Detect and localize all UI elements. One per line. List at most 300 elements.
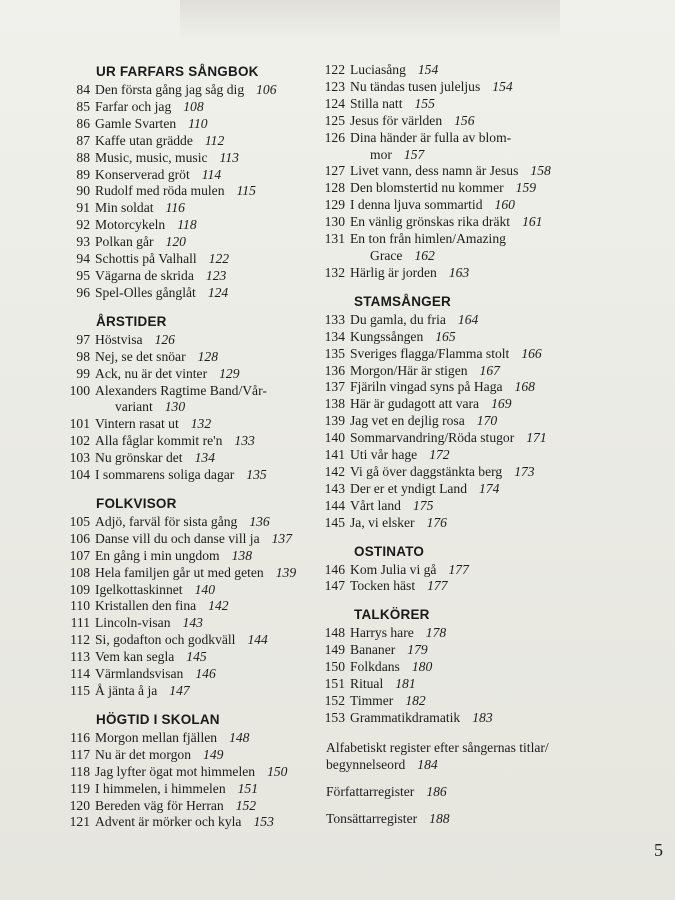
- toc-section: [310, 544, 610, 596]
- title-line: Vintern rasat ut 132: [95, 416, 212, 432]
- title-line: Der er et yndigt Land 174: [350, 480, 500, 496]
- song-title: [350, 676, 610, 693]
- song-number: 94: [76, 251, 90, 267]
- song-title: [350, 363, 610, 380]
- toc-section: [310, 607, 610, 726]
- page-ref: 181: [395, 676, 416, 692]
- song-number: 117: [70, 746, 90, 762]
- song-number: 116: [70, 729, 90, 745]
- page-ref: 163: [448, 264, 470, 280]
- toc-entry: [310, 379, 610, 396]
- title-line: Igelkottaskinnet 140: [95, 581, 215, 597]
- song-number: 128: [324, 180, 345, 196]
- title-line: I sommarens soliga dagar 135: [95, 467, 267, 483]
- toc-entry: [40, 598, 310, 615]
- page-ref: 182: [405, 693, 426, 708]
- song-number: 104: [69, 467, 90, 483]
- song-number: 107: [69, 547, 90, 563]
- title-line: Lincoln-visan 143: [95, 615, 203, 631]
- song-number: 122: [324, 62, 345, 77]
- song-number: 134: [324, 328, 345, 344]
- left-column: [40, 62, 310, 843]
- title-line: En vänlig grönskas rika dräkt 161: [350, 214, 543, 230]
- song-number: 123: [324, 78, 345, 94]
- page-ref: 151: [237, 780, 259, 796]
- title-line: Värmlandsvisan 146: [95, 666, 216, 682]
- toc-entry: [40, 234, 310, 251]
- page-ref: 157: [403, 146, 425, 162]
- song-title: [95, 781, 310, 798]
- song-number: 126: [324, 129, 345, 145]
- song-number: 135: [324, 345, 345, 361]
- song-number: 87: [76, 132, 90, 148]
- song-number: 142: [324, 463, 345, 479]
- song-number: 120: [69, 797, 90, 813]
- song-title: [95, 150, 310, 167]
- song-number: 129: [324, 197, 345, 213]
- song-title: [95, 615, 310, 632]
- title-line: Dina händer är fulla av blom-: [350, 129, 512, 145]
- page-ref: 110: [188, 115, 208, 131]
- toc-entry: [310, 231, 610, 265]
- song-title: [350, 163, 610, 180]
- title-line: Nu tändas tusen juleljus 154: [350, 78, 513, 94]
- page-ref: 148: [229, 729, 250, 745]
- page-ref: 179: [407, 642, 428, 658]
- song-number: 108: [69, 564, 90, 580]
- toc-entry: [310, 214, 610, 231]
- song-title: [95, 683, 310, 700]
- title-line: Den första gång jag såg dig 106: [95, 82, 277, 97]
- title-line: Music, music, music 113: [95, 149, 239, 165]
- page-ref: 149: [203, 746, 224, 762]
- toc-entry: [40, 450, 310, 467]
- song-number: 125: [324, 112, 345, 128]
- song-number: 88: [76, 149, 90, 165]
- page-ref: 126: [154, 331, 175, 347]
- page-ref: 120: [165, 234, 186, 250]
- page-ref: 167: [479, 362, 500, 378]
- section-heading: ÅRSTIDER: [96, 313, 167, 329]
- toc-entry: [40, 798, 310, 815]
- toc-entry: [310, 481, 610, 498]
- song-title: [95, 531, 310, 548]
- title-line: Grammatikdramatik 183: [350, 709, 493, 725]
- page-ref: 175: [412, 497, 434, 513]
- title-line: Härlig är jorden 163: [350, 264, 470, 280]
- toc-entry: [310, 625, 610, 642]
- toc-entry: [40, 116, 310, 133]
- song-title: [95, 548, 310, 565]
- toc-entry: [40, 649, 310, 666]
- register-line: Författarregister 186: [326, 783, 447, 799]
- toc-entry: [310, 180, 610, 197]
- title-line: Nu är det morgon 149: [95, 746, 224, 762]
- song-number: 85: [76, 98, 90, 114]
- section-heading: FOLKVISOR: [96, 495, 177, 511]
- page-ref: 118: [177, 217, 197, 233]
- toc-entry: [310, 464, 610, 481]
- toc-entry: [310, 265, 610, 282]
- page-ref: 165: [435, 328, 456, 344]
- song-title: [350, 578, 610, 595]
- toc-entry: [310, 396, 610, 413]
- page-ref: 156: [454, 112, 475, 128]
- title-line: Gamle Svarten 110: [95, 115, 208, 131]
- top-shadow: [180, 0, 560, 40]
- toc-entry: [310, 447, 610, 464]
- section-heading: STAMSÅNGER: [354, 293, 452, 309]
- page-ref: 144: [247, 632, 268, 648]
- register-line: Tonsättarregister 188: [326, 810, 450, 826]
- song-title: [95, 349, 310, 366]
- song-title: [350, 481, 610, 498]
- page-ref: 170: [476, 413, 498, 429]
- page-ref: 113: [219, 149, 239, 165]
- page-ref: 168: [514, 379, 535, 395]
- toc-entry: [40, 565, 310, 582]
- title-line: Alexanders Ragtime Band/Vår-: [95, 382, 267, 398]
- song-number: 89: [76, 166, 90, 182]
- song-number: 153: [324, 709, 345, 725]
- toc-entry: [310, 710, 610, 727]
- song-number: 147: [324, 578, 345, 594]
- page-ref: 178: [425, 625, 447, 641]
- toc-section: [40, 64, 310, 302]
- section-heading: UR FARFARS SÅNGBOK: [96, 64, 259, 79]
- song-title: [95, 82, 310, 99]
- page-ref: 159: [515, 180, 537, 196]
- song-title: [350, 710, 610, 727]
- song-title: [350, 515, 610, 532]
- title-line: Konserverad gröt 114: [95, 166, 222, 182]
- toc-entry: [310, 413, 610, 430]
- song-title: [95, 383, 310, 417]
- toc-section: [40, 496, 310, 700]
- song-title: [95, 234, 310, 251]
- page-ref: 177: [448, 561, 469, 577]
- toc-entry: [310, 96, 610, 113]
- toc-entry: [40, 183, 310, 200]
- title-line: Tocken häst 177: [350, 578, 448, 594]
- title-line: Grace 162: [370, 247, 435, 263]
- song-title: [350, 379, 610, 396]
- song-title: [350, 113, 610, 130]
- page-ref: 130: [164, 399, 186, 415]
- section-heading: HÖGTID I SKOLAN: [96, 711, 220, 727]
- song-title: [350, 447, 610, 464]
- song-title: [95, 332, 310, 349]
- song-number: 121: [69, 814, 90, 830]
- title-line: Schottis på Valhall 122: [95, 251, 230, 267]
- song-title: [350, 396, 610, 413]
- register-line: begynnelseord 184: [326, 756, 438, 772]
- page-ref: 139: [275, 564, 297, 580]
- toc-entry: [40, 582, 310, 599]
- toc-entry: [40, 150, 310, 167]
- page-ref: 160: [494, 197, 515, 213]
- toc-entry: [40, 268, 310, 285]
- toc-entry: [310, 62, 610, 79]
- song-number: 131: [324, 231, 345, 247]
- title-line: I himmelen, i himmelen 151: [95, 780, 259, 796]
- page-ref: 132: [190, 416, 212, 432]
- toc-entry: [310, 79, 610, 96]
- title-line: Timmer 182: [350, 693, 426, 708]
- song-number: 138: [324, 396, 345, 412]
- toc-entry: [40, 416, 310, 433]
- toc-entry: [40, 99, 310, 116]
- toc-entry: [310, 197, 610, 214]
- toc-entry: [40, 615, 310, 632]
- toc-entry: [310, 659, 610, 676]
- page-ref: 164: [457, 311, 479, 327]
- title-line: Spel-Olles gånglåt 124: [95, 284, 229, 300]
- title-line: Jag vet en dejlig rosa 170: [350, 413, 498, 429]
- song-title: [350, 642, 610, 659]
- song-title: [350, 265, 610, 282]
- song-number: 84: [76, 82, 90, 97]
- song-title: [350, 312, 610, 329]
- page-ref: 158: [530, 163, 551, 179]
- song-title: [350, 180, 610, 197]
- song-number: 92: [76, 217, 90, 233]
- song-title: [350, 346, 610, 363]
- toc-entry: [40, 251, 310, 268]
- title-line: Kungssången 165: [350, 328, 456, 344]
- title-line: Här är gudagott att vara 169: [350, 396, 512, 412]
- song-title: [350, 562, 610, 579]
- page-ref: 186: [426, 783, 447, 799]
- song-title: [95, 467, 310, 484]
- song-title: [95, 116, 310, 133]
- page-ref: 146: [195, 666, 216, 682]
- title-line: Vi gå över daggstänkta berg 173: [350, 463, 535, 479]
- page-ref: 142: [208, 598, 229, 614]
- song-number: 144: [324, 497, 345, 513]
- song-title: [350, 214, 610, 231]
- page-ref: 153: [253, 814, 274, 830]
- song-title: [95, 285, 310, 302]
- toc-entry: [40, 133, 310, 150]
- toc-entry: [310, 346, 610, 363]
- title-line: Ack, nu är det vinter 129: [95, 365, 240, 381]
- song-title: [350, 62, 610, 79]
- title-line: Ritual 181: [350, 676, 416, 692]
- song-number: 109: [69, 581, 90, 597]
- title-line: Du gamla, du fria 164: [350, 311, 479, 327]
- title-line: Jag lyfter ögat mot himmelen 150: [95, 763, 288, 779]
- title-line: Vårt land 175: [350, 497, 434, 513]
- page-ref: 128: [197, 348, 218, 364]
- page-ref: 188: [429, 810, 450, 826]
- song-number: 100: [69, 382, 90, 398]
- page-ref: 171: [526, 430, 547, 446]
- song-title: [95, 450, 310, 467]
- song-title: [95, 582, 310, 599]
- page-ref: 174: [479, 480, 500, 496]
- toc-entry: [40, 167, 310, 184]
- page-ref: 133: [234, 433, 255, 449]
- page-ref: 143: [182, 615, 203, 631]
- toc-entry: [40, 366, 310, 383]
- title-line: Å jänta å ja 147: [95, 683, 190, 698]
- song-title: [350, 625, 610, 642]
- title-line: Uti vår hage 172: [350, 447, 450, 463]
- title-line: Danse vill du och danse vill ja 137: [95, 530, 292, 546]
- page-number: 5: [654, 840, 663, 860]
- song-number: 91: [76, 200, 90, 216]
- song-number: 102: [69, 433, 90, 449]
- title-line: Kom Julia vi gå 177: [350, 561, 469, 577]
- title-line: Den blomstertid nu kommer 159: [350, 180, 537, 196]
- title-line: variant 130: [115, 399, 186, 415]
- song-number: 151: [324, 676, 345, 692]
- toc-entry: [40, 683, 310, 700]
- title-line: Farfar och jag 108: [95, 98, 204, 114]
- song-number: 101: [69, 416, 90, 432]
- title-line: Jesus för världen 156: [350, 112, 475, 128]
- toc-section: [40, 314, 310, 484]
- title-line: Rudolf med röda mulen 115: [95, 183, 256, 199]
- page-ref: 112: [204, 132, 225, 148]
- song-title: [95, 649, 310, 666]
- song-number: 112: [70, 632, 90, 648]
- title-line: Vägarna de skrida 123: [95, 267, 227, 283]
- toc-entry: [310, 430, 610, 447]
- song-title: [350, 96, 610, 113]
- page-ref: 152: [235, 797, 257, 813]
- song-title: [95, 217, 310, 234]
- register-entry: [326, 783, 610, 800]
- song-title: [95, 183, 310, 200]
- song-title: [95, 200, 310, 217]
- song-title: [350, 659, 610, 676]
- page-ref: 129: [219, 365, 240, 381]
- toc-entry: [40, 632, 310, 649]
- song-number: 130: [324, 214, 345, 230]
- toc-entry: [40, 200, 310, 217]
- song-title: [350, 430, 610, 447]
- title-line: Adjö, farväl för sista gång 136: [95, 513, 270, 529]
- page-ref: 115: [236, 183, 256, 199]
- song-number: 115: [70, 683, 90, 698]
- song-number: 118: [70, 763, 90, 779]
- toc-entry: [310, 130, 610, 164]
- song-number: 136: [324, 362, 345, 378]
- song-title: [95, 798, 310, 815]
- title-line: mor 157: [370, 146, 425, 162]
- title-line: Höstvisa 126: [95, 331, 175, 347]
- page-ref: 108: [183, 98, 204, 114]
- song-number: 127: [324, 163, 345, 179]
- page-ref: 116: [165, 200, 185, 216]
- title-line: Harrys hare 178: [350, 625, 447, 641]
- song-title: [95, 99, 310, 116]
- toc-entry: [310, 312, 610, 329]
- song-title: [350, 329, 610, 346]
- page-ref: 140: [194, 581, 215, 597]
- song-number: 124: [324, 95, 345, 111]
- song-number: 119: [70, 780, 90, 796]
- page-ref: 135: [246, 467, 267, 483]
- song-title: [95, 251, 310, 268]
- song-title: [95, 133, 310, 150]
- title-line: Ja, vi elsker 176: [350, 514, 447, 530]
- toc-entry: [40, 730, 310, 747]
- page-ref: 169: [491, 396, 512, 412]
- toc-entry: [40, 433, 310, 450]
- toc-entry: [310, 163, 610, 180]
- title-line: Morgon/Här är stigen 167: [350, 362, 500, 378]
- toc-entry: [40, 531, 310, 548]
- toc-entry: [310, 113, 610, 130]
- title-line: Stilla natt 155: [350, 95, 435, 111]
- song-number: 90: [76, 183, 90, 199]
- title-line: Nu grönskar det 134: [95, 450, 215, 466]
- title-line: Sommarvandring/Röda stugor 171: [350, 430, 547, 446]
- song-title: [350, 413, 610, 430]
- page-ref: 123: [205, 267, 227, 283]
- register-entry: [326, 810, 610, 827]
- song-title: [95, 764, 310, 781]
- toc-entry: [310, 363, 610, 380]
- song-number: 148: [324, 625, 345, 641]
- song-title: [95, 514, 310, 531]
- title-line: Vem kan segla 145: [95, 649, 207, 665]
- song-title: [350, 79, 610, 96]
- page-ref: 147: [169, 683, 190, 698]
- song-number: 96: [76, 284, 90, 300]
- song-number: 141: [324, 447, 345, 463]
- page-ref: 180: [411, 659, 433, 675]
- song-number: 110: [70, 598, 90, 614]
- toc-entry: [310, 562, 610, 579]
- song-title: [95, 433, 310, 450]
- title-line: Si, godafton och godkväll 144: [95, 632, 268, 648]
- song-number: 150: [324, 659, 345, 675]
- page-ref: 134: [194, 450, 215, 466]
- title-line: I denna ljuva sommartid 160: [350, 197, 515, 213]
- title-line: Motorcykeln 118: [95, 217, 197, 233]
- toc-entry: [40, 814, 310, 831]
- song-number: 106: [69, 530, 90, 546]
- song-number: 111: [70, 615, 90, 631]
- song-title: [95, 632, 310, 649]
- toc-entry: [40, 332, 310, 349]
- page-ref: 150: [267, 763, 288, 779]
- toc-entry: [40, 514, 310, 531]
- toc-entry: [310, 676, 610, 693]
- toc-entry: [310, 693, 610, 710]
- song-title: [350, 130, 610, 164]
- song-number: 95: [76, 267, 90, 283]
- title-line: Kristallen den fina 142: [95, 598, 229, 614]
- toc-entry: [40, 781, 310, 798]
- song-title: [350, 693, 610, 710]
- song-number: 139: [324, 413, 345, 429]
- toc-entry: [40, 467, 310, 484]
- song-number: 105: [69, 513, 90, 529]
- page-ref: 161: [522, 214, 543, 230]
- song-title: [95, 416, 310, 433]
- song-number: 146: [324, 561, 345, 577]
- page-ref: 184: [417, 756, 438, 772]
- title-line: Luciasång 154: [350, 62, 439, 77]
- song-title: [95, 730, 310, 747]
- page-ref: 145: [186, 649, 207, 665]
- song-title: [350, 498, 610, 515]
